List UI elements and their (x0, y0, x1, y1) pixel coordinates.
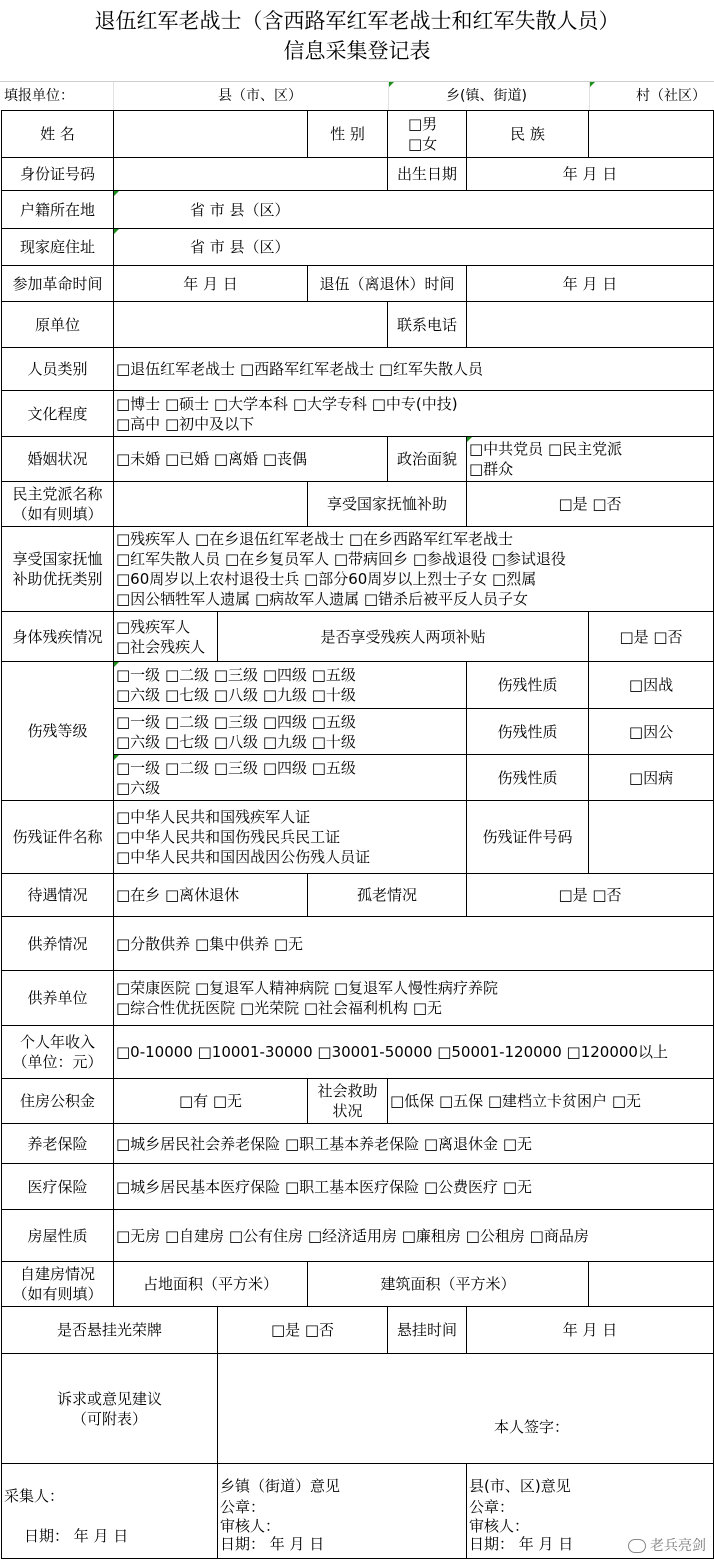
housing-fund-label: 住房公积金 (2, 1079, 114, 1124)
nature-illness-checkbox[interactable]: □因病 (589, 755, 714, 801)
retire-time-label: 退伍（离退休）时间 (308, 266, 467, 302)
lonely-options[interactable]: □是 □否 (467, 874, 714, 917)
marital-options[interactable]: □未婚 □已婚 □离婚 □丧偶 (114, 437, 388, 482)
house-type-options[interactable]: □无房 □自建房 □公有住房 □经济适用房 □廉租房 □公租房 □商品房 (114, 1210, 714, 1262)
cert-option-3[interactable]: □中华人民共和国因战因公伤残人员证 (116, 848, 371, 866)
political-options[interactable] (467, 437, 714, 482)
wechat-icon (628, 1539, 646, 1553)
subsidy-type-label-line-1: 享受国家抚恤 (12, 550, 103, 568)
original-unit-label: 原单位 (2, 302, 114, 348)
grade-illness-line-1[interactable]: □一级 □二级 □三级 □四级 □五级 (116, 758, 356, 777)
disability-option-2[interactable]: □社会残疾人 (116, 637, 206, 656)
political-options-line-2[interactable]: □群众 (469, 460, 514, 478)
disability-option-1[interactable]: □残疾军人 (116, 617, 191, 636)
residence-address-text: 省 市 县（区） (190, 238, 290, 256)
collector-label: 采集人： (4, 1487, 65, 1505)
support-unit-line-2[interactable]: □综合性优抚医院 □光荣院 □社会福利机构 □无 (116, 999, 442, 1017)
subsidy-type-line-4[interactable]: □因公牺牲军人遗属 □病故军人遗属 □错杀后被平反人员子女 (116, 590, 529, 608)
education-options-line-1[interactable]: □博士 □硕士 □大学本科 □大学专科 □中专(中技) (116, 394, 458, 413)
collector-date: 日期： 年 月 日 (24, 1527, 129, 1545)
support-label: 供养情况 (2, 917, 114, 971)
education-options-line-2[interactable]: □高中 □初中及以下 (116, 414, 255, 433)
phone-label: 联系电话 (388, 302, 467, 348)
town-seal-label: 公章： (220, 1498, 266, 1516)
grade-options-duty[interactable] (114, 709, 467, 755)
ethnicity-label: 民 族 (467, 111, 589, 158)
party-name-label (2, 482, 114, 527)
village-label: 村（社区） (636, 88, 706, 104)
hang-time-label: 悬挂时间 (388, 1307, 467, 1354)
grade-label: 伤残等级 (2, 662, 114, 801)
political-label: 政治面貌 (388, 437, 467, 482)
relief-options[interactable]: □低保 □五保 □建档立卡贫困户 □无 (388, 1079, 714, 1124)
building-area-input[interactable] (589, 1262, 714, 1307)
county-label: 县（市、区） (218, 88, 302, 104)
collector-cell[interactable] (2, 1464, 218, 1559)
name-input[interactable] (114, 111, 308, 158)
grade-war-line-2[interactable]: □六级 □七级 □八级 □九级 □十级 (116, 686, 356, 704)
town-date: 日期： 年 月 日 (220, 1535, 325, 1553)
marital-label: 婚姻状况 (2, 437, 114, 482)
subsidy-type-options[interactable] (114, 527, 714, 612)
cert-number-input[interactable] (589, 801, 714, 874)
county-reviewer-label: 审核人： (469, 1517, 530, 1535)
county-date: 日期： 年 月 日 (469, 1535, 574, 1553)
ethnicity-input[interactable] (589, 111, 714, 158)
grade-duty-line-1[interactable]: □一级 □二级 □三级 □四级 □五级 (116, 712, 356, 731)
registration-table (1, 110, 714, 1559)
plaque-options[interactable]: □是 □否 (218, 1307, 388, 1354)
pension-options[interactable]: □城乡居民社会养老保险 □职工基本养老保险 □离退休金 □无 (114, 1124, 714, 1164)
household-label: 户籍所在地 (2, 191, 114, 229)
building-area-label: 建筑面积（平方米） (308, 1262, 589, 1307)
disability-options[interactable] (114, 612, 218, 662)
grade-duty-line-2[interactable]: □六级 □七级 □八级 □九级 □十级 (116, 732, 356, 751)
land-area-label: 占地面积（平方米） (114, 1262, 308, 1307)
house-type-label: 房屋性质 (2, 1210, 114, 1262)
gender-label: 性 别 (308, 111, 388, 158)
town-opinion-cell[interactable] (218, 1464, 467, 1559)
gender-options[interactable] (388, 111, 467, 158)
reporting-unit-row (0, 81, 714, 109)
watermark-text: 老兵亮剑 (650, 1538, 706, 1554)
treatment-options[interactable]: □在乡 □离休退休 (114, 874, 308, 917)
subsidy-type-label (2, 527, 114, 612)
appeal-label-line-2: （可附表） (71, 1409, 147, 1428)
support-unit-label: 供养单位 (2, 971, 114, 1026)
medical-label: 医疗保险 (2, 1164, 114, 1210)
disability-label: 身体残疾情况 (2, 612, 114, 662)
party-name-input[interactable] (114, 482, 308, 527)
cert-option-2[interactable]: □中华人民共和国伤残民兵民工证 (116, 828, 341, 846)
two-subsidy-label: 是否享受残疾人两项补贴 (218, 612, 589, 662)
income-label-line-2: （单位：元） (12, 1053, 103, 1071)
appeal-label-line-1: 诉求或意见建议 (56, 1389, 162, 1408)
household-address-text: 省 市 县（区） (190, 200, 290, 219)
relief-label-line-2: 状况 (332, 1102, 363, 1120)
title-line-1: 退伍红军老战士（含西路军红军老战士和红军失散人员） (94, 9, 620, 33)
gender-female-checkbox[interactable]: □女 (408, 135, 438, 153)
cert-option-1[interactable]: □中华人民共和国残疾军人证 (116, 808, 311, 826)
party-name-label-line-2: （如有则填） (12, 505, 103, 523)
township-label: 乡(镇、街道) (446, 88, 527, 104)
nature-duty-checkbox[interactable]: □因公 (589, 709, 714, 755)
county-opinion-label: 县(市、区)意见 (469, 1477, 571, 1495)
cert-label: 伤残证件名称 (2, 801, 114, 874)
education-label: 文化程度 (2, 391, 114, 437)
residence-label: 现家庭住址 (2, 229, 114, 266)
id-input[interactable] (114, 158, 388, 191)
income-label (2, 1026, 114, 1079)
gender-male-checkbox[interactable]: □男 (408, 115, 438, 133)
id-label: 身份证号码 (2, 158, 114, 191)
join-time-label: 参加革命时间 (2, 266, 114, 302)
county-seal-label: 公章： (469, 1498, 515, 1516)
subsidy-options[interactable]: □是 □否 (467, 482, 714, 527)
support-unit-options[interactable] (114, 971, 714, 1026)
town-opinion-label: 乡镇（街道）意见 (220, 1477, 341, 1495)
lonely-label: 孤老情况 (308, 874, 467, 917)
reporting-unit-label: 填报单位： (4, 88, 74, 104)
household-address-field[interactable] (114, 191, 714, 229)
town-reviewer-label: 审核人： (220, 1517, 281, 1535)
birth-label: 出生日期 (388, 158, 467, 191)
cert-number-label: 伤残证件号码 (467, 801, 589, 874)
cert-options[interactable] (114, 801, 467, 874)
treatment-label: 待遇情况 (2, 874, 114, 917)
party-name-label-line-1: 民主党派名称 (12, 485, 103, 503)
grade-options-war[interactable] (114, 662, 467, 709)
subsidy-type-line-3[interactable]: □60周岁以上农村退役士兵 □部分60周岁以上烈士子女 □烈属 (116, 570, 537, 588)
join-date-field[interactable]: 年 月 日 (114, 266, 308, 302)
appeal-input[interactable] (218, 1354, 714, 1464)
self-house-label-line-1: 自建房情况 (19, 1265, 95, 1283)
political-options-line-1[interactable]: □中共党员 □民主党派 (469, 440, 623, 458)
housing-fund-options[interactable]: □有 □无 (114, 1079, 308, 1124)
subsidy-type-label-line-2: 补助优抚类别 (12, 570, 103, 588)
nature-label-duty: 伤残性质 (467, 709, 589, 755)
category-options[interactable]: □退伍红军老战士 □西路军红军老战士 □红军失散人员 (114, 348, 714, 391)
support-unit-line-1[interactable]: □荣康医院 □复退军人精神病院 □复退军人慢性病疗养院 (116, 979, 499, 997)
subsidy-label: 享受国家抚恤补助 (308, 482, 467, 527)
subsidy-type-line-2[interactable]: □红军失散人员 □在乡复员军人 □带病回乡 □参战退役 □参试退役 (116, 550, 566, 568)
original-unit-input[interactable] (114, 302, 388, 348)
nature-label-war: 伤残性质 (467, 662, 589, 709)
income-label-line-1: 个人年收入 (19, 1033, 95, 1051)
income-options[interactable]: □0-10000 □10001-30000 □30001-50000 □50001-120000 □120000以上 (114, 1026, 714, 1079)
education-options[interactable] (114, 391, 714, 437)
subsidy-type-line-1[interactable]: □残疾军人 □在乡退伍红军老战士 □在乡西路军红军老战士 (116, 530, 514, 548)
residence-address-field[interactable] (114, 229, 714, 266)
watermark (628, 1535, 706, 1555)
signature-label: 本人签字： (494, 1418, 570, 1436)
plaque-label: 是否悬挂光荣牌 (2, 1307, 218, 1354)
grade-war-line-1[interactable]: □一级 □二级 □三级 □四级 □五级 (116, 666, 356, 684)
phone-input[interactable] (467, 302, 714, 348)
support-options[interactable]: □分散供养 □集中供养 □无 (114, 917, 714, 971)
relief-label (308, 1079, 388, 1124)
form-title (0, 0, 714, 80)
category-label: 人员类别 (2, 348, 114, 391)
relief-label-line-1: 社会救助 (317, 1082, 378, 1100)
grade-illness-line-2[interactable]: □六级 (116, 778, 161, 797)
nature-label-illness: 伤残性质 (467, 755, 589, 801)
hang-date-field[interactable]: 年 月 日 (467, 1307, 714, 1354)
appeal-label (2, 1354, 218, 1464)
two-subsidy-options[interactable]: □是 □否 (589, 612, 714, 662)
name-label: 姓 名 (2, 111, 114, 158)
pension-label: 养老保险 (2, 1124, 114, 1164)
title-line-2: 信息采集登记表 (283, 39, 431, 63)
medical-options[interactable]: □城乡居民基本医疗保险 □职工基本医疗保险 □公费医疗 □无 (114, 1164, 714, 1210)
birth-date-field[interactable]: 年 月 日 (467, 158, 714, 191)
nature-war-checkbox[interactable]: □因战 (589, 662, 714, 709)
grade-options-illness[interactable] (114, 755, 467, 801)
self-house-label-line-2: （如有则填） (12, 1285, 103, 1303)
retire-date-field[interactable]: 年 月 日 (467, 266, 714, 302)
self-house-label (2, 1262, 114, 1307)
